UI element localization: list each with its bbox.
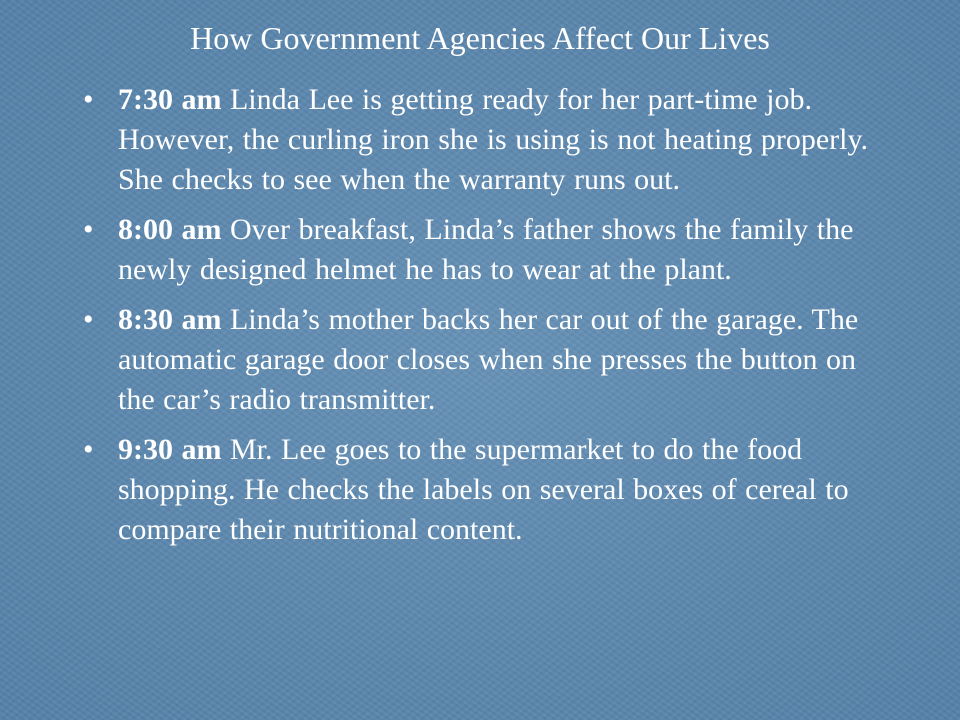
bullet-text: Linda’s mother backs her car out of the garage. The automatic garage door closes when she presses the button on the car’s radio transmitter.: [118, 303, 859, 416]
bullet-time: 7:30 am: [118, 83, 222, 116]
bullet-time: 8:00 am: [118, 213, 222, 246]
bullet-icon: •: [83, 83, 94, 116]
bullet-icon: •: [83, 213, 94, 246]
slide-title: How Government Agencies Affect Our Lives: [190, 20, 770, 56]
bullet-text: Mr. Lee goes to the supermarket to do the food shopping. He checks the labels on several boxes of cereal to compare their nutritional content.: [118, 433, 849, 546]
bullet-list: [0, 80, 960, 560]
bullet-item-0800: [83, 210, 878, 290]
bullet-item-0930: [83, 430, 878, 550]
bullet-icon: •: [83, 303, 94, 336]
bullet-item-0730: [83, 80, 878, 200]
bullet-time: 9:30 am: [118, 433, 222, 466]
bullet-icon: •: [83, 433, 94, 466]
bullet-text: Over breakfast, Linda’s father shows the family the newly designed helmet he has to wear at the plant.: [118, 213, 854, 286]
bullet-text: Linda Lee is getting ready for her part-time job. However, the curling iron she is using is not heating properly. She checks to see when the warranty runs out.: [118, 83, 869, 196]
bullet-time: 8:30 am: [118, 303, 222, 336]
bullet-item-0830: [83, 300, 878, 420]
